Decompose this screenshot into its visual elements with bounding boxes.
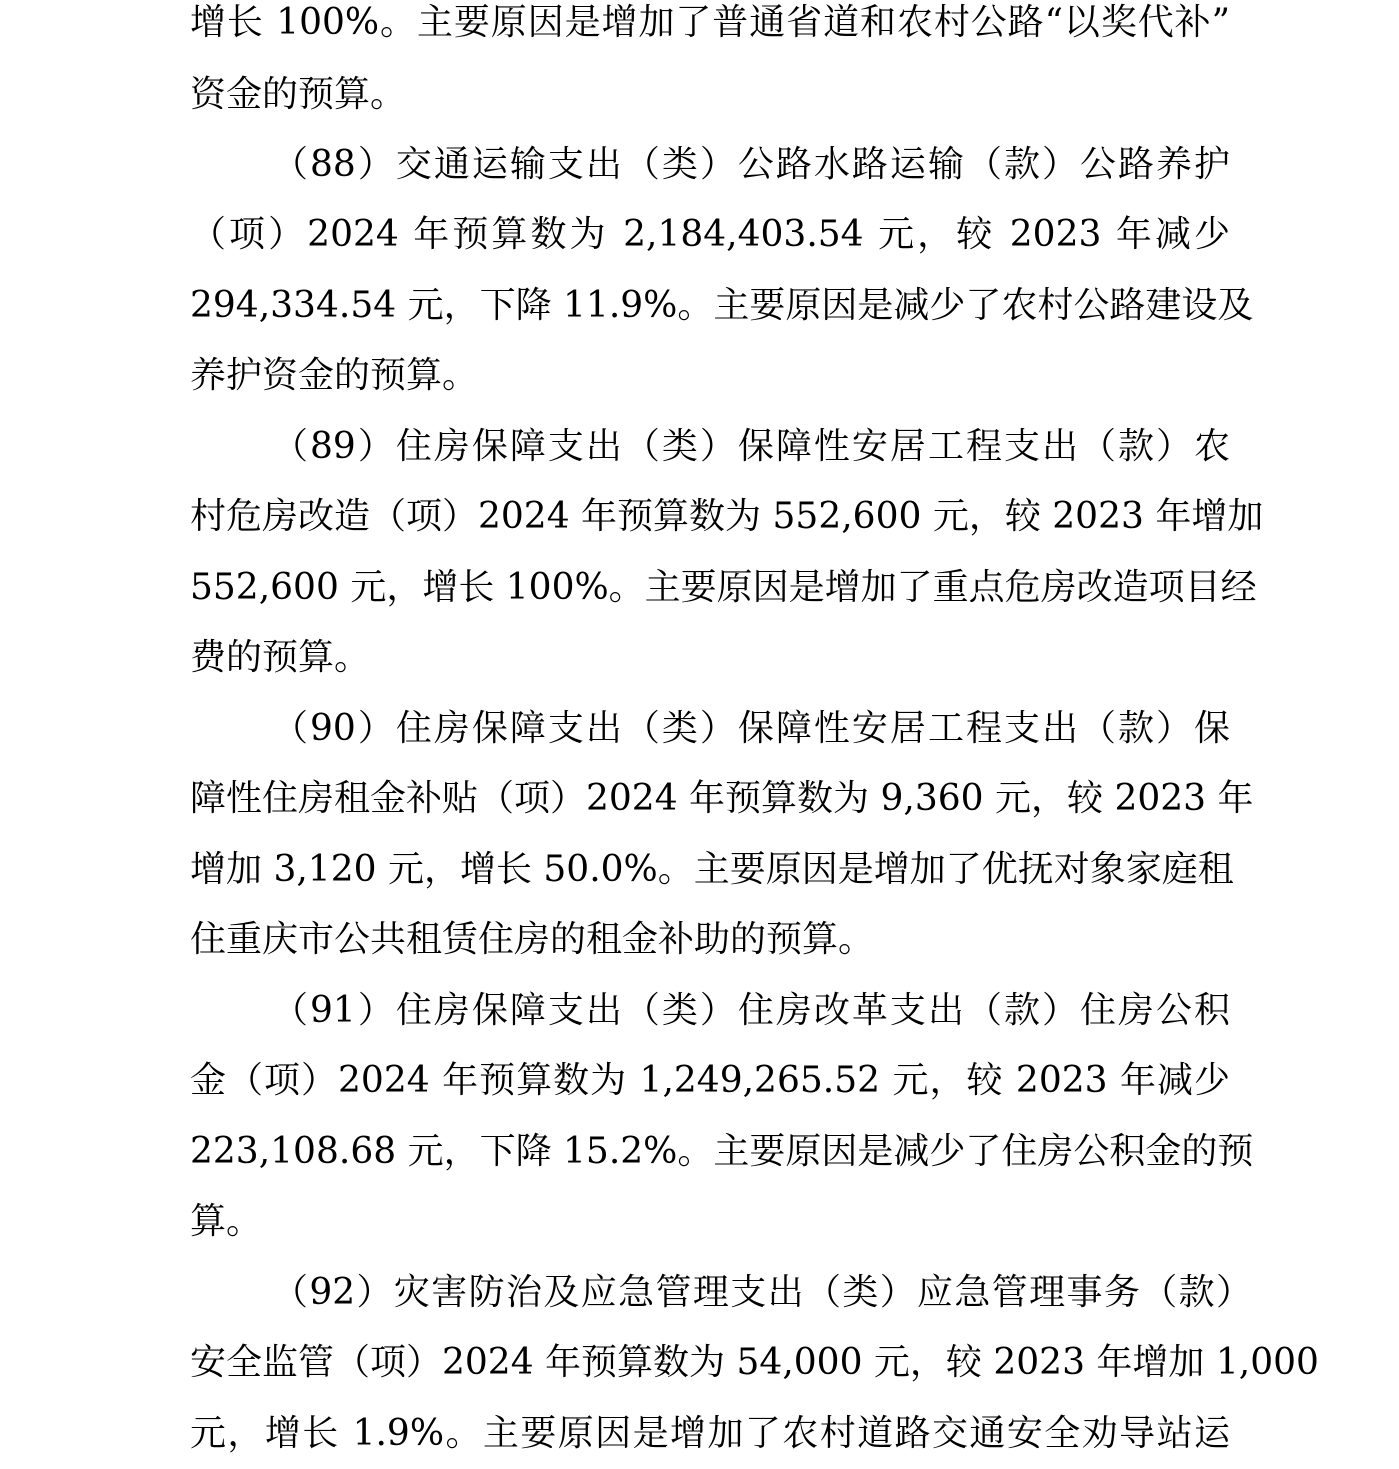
- text-line: （88）交通运输支出（类）公路水路运输（款）公路养护: [272, 144, 1230, 185]
- text-line: 村危房改造（项）2024 年预算数为 552,600 元，较 2023 年增加: [190, 496, 1264, 537]
- text-line: 552,600 元，增长 100%。主要原因是增加了重点危房改造项目经: [190, 567, 1257, 608]
- text-line: 养护资金的预算。: [190, 355, 479, 396]
- text-line: （92）灾害防治及应急管理支出（类）应急管理事务（款）: [272, 1272, 1252, 1313]
- text-line: 算。: [190, 1201, 263, 1242]
- text-line: 资金的预算。: [190, 74, 407, 115]
- text-line: 障性住房租金补贴（项）2024 年预算数为 9,360 元，较 2023 年: [190, 778, 1254, 819]
- text-line: 增长 100%。主要原因是增加了普通省道和农村公路“以奖代补”: [190, 2, 1230, 43]
- text-line: 金（项）2024 年预算数为 1,249,265.52 元，较 2023 年减少: [190, 1060, 1230, 1101]
- text-line: 294,334.54 元，下降 11.9%。主要原因是减少了农村公路建设及: [190, 285, 1254, 326]
- text-line: 费的预算。: [190, 637, 371, 678]
- text-line: 元，增长 1.9%。主要原因是增加了农村道路交通安全劝导站运: [190, 1413, 1230, 1454]
- text-line: 增加 3,120 元，增长 50.0%。主要原因是增加了优抚对象家庭租: [190, 849, 1234, 890]
- text-line: 安全监管（项）2024 年预算数为 54,000 元，较 2023 年增加 1,000: [190, 1342, 1319, 1383]
- text-line: （项）2024 年预算数为 2,184,403.54 元，较 2023 年减少: [190, 214, 1230, 255]
- text-line: 住重庆市公共租赁住房的租金补助的预算。: [190, 919, 875, 960]
- text-line: （91）住房保障支出（类）住房改革支出（款）住房公积: [272, 990, 1230, 1031]
- text-line: 223,108.68 元，下降 15.2%。主要原因是减少了住房公积金的预: [190, 1131, 1254, 1172]
- text-line: （89）住房保障支出（类）保障性安居工程支出（款）农: [272, 426, 1230, 467]
- text-line: （90）住房保障支出（类）保障性安居工程支出（款）保: [272, 708, 1230, 749]
